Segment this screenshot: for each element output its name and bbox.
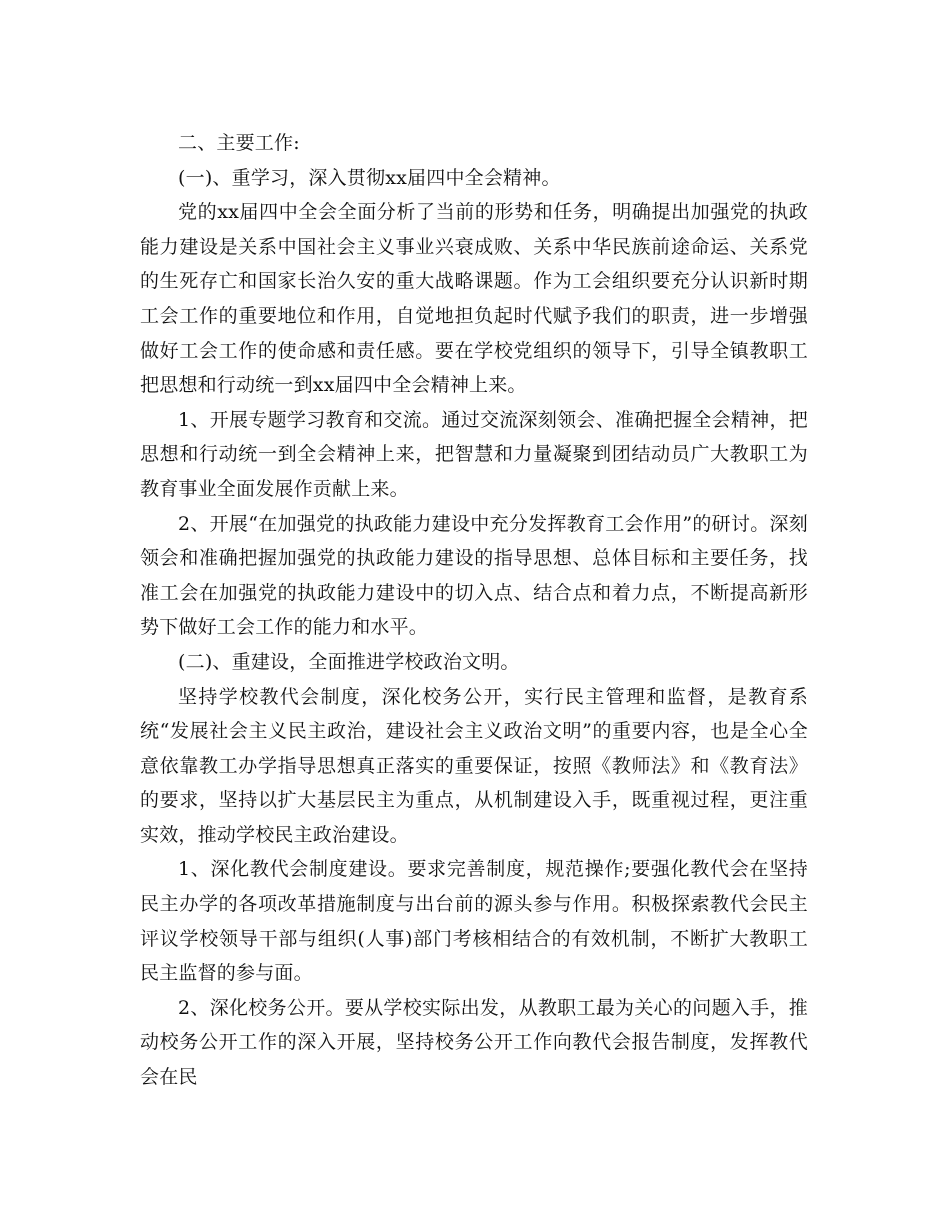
body-paragraph: 1、开展专题学习教育和交流。通过交流深刻领会、准确把握全会精神，把思想和行动统一到全会精神上来，把智慧和力量凝聚到团结动员广大教职工为教育事业全面发展作贡献上来。: [140, 408, 808, 500]
body-paragraph: 2、深化校务公开。要从学校实际出发，从教职工最为关心的问题入手，推动校务公开工作的深入开展，坚持校务公开工作向教代会报告制度，发挥教代会在民: [140, 996, 808, 1089]
body-paragraph: 党的xx届四中全会全面分析了当前的形势和任务，明确提出加强党的执政能力建设是关系中国社会主义事业兴衰成败、关系中华民族前途命运、关系党的生死存亡和国家长治久安的重大战略课题。作为工会组织要充分认识新时期工会工作的重要地位和作用，自觉地担负起时代赋予我们的职责，进一步增强做好工会工作的使命感和责任感。要在学校党组织的领导下，引导全镇教职工把思想和行动统一到xx届四中全会精神上来。: [140, 201, 808, 397]
document-body: [140, 126, 808, 1095]
body-paragraph: 坚持学校教代会制度，深化校务公开，实行民主管理和监督，是教育系统“发展社会主义民主政治，建设社会主义政治文明”的重要内容，也是全心全意依靠教工办学指导思想真正落实的重要保证，按照《教师法》和《教育法》的要求，坚持以扩大基层民主为重点，从机制建设入手，既重视过程，更注重实效，推动学校民主政治建设。: [140, 685, 808, 846]
body-paragraph: 1、深化教代会制度建设。要求完善制度，规范操作;要强化教代会在坚持民主办学的各项改革措施制度与出台前的源头参与作用。积极探索教代会民主评议学校领导干部与组织(人事)部门考核相结合的有效机制，不断扩大教职工民主监督的参与面。: [140, 858, 808, 985]
section-heading: 二、主要工作:: [178, 132, 300, 154]
subsection-heading: (一)、重学习，深入贯彻xx届四中全会精神。: [178, 166, 561, 189]
subsection-heading: (二)、重建设，全面推进学校政治文明。: [178, 650, 520, 673]
body-paragraph: 2、开展“在加强党的执政能力建设中充分发挥教育工会作用”的研讨。深刻领会和准确把握加强党的执政能力建设的指导思想、总体目标和主要任务，找准工会在加强党的执政能力建设中的切入点、结合点和着力点，不断提高新形势下做好工会工作的能力和水平。: [140, 512, 808, 639]
